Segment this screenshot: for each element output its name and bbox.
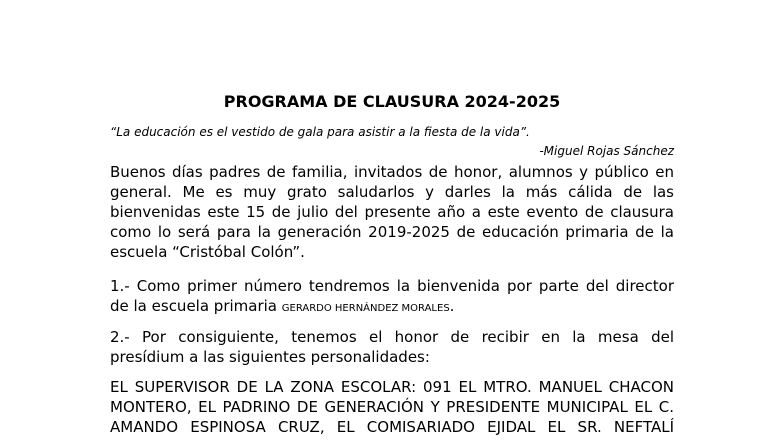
intro-line: general. Me es muy grato saludarlos y darles la más cálida de las [110, 183, 674, 201]
intro-line: bienvenidas este 15 de julio del presente año a este evento de clausura [110, 203, 674, 221]
epigraph-quote: “La educación es el vestido de gala para asistir a la fiesta de la vida”. [110, 125, 530, 139]
item-1-line: 1.- Como primer número tendremos la bienvenida por parte del director [110, 277, 674, 295]
document-title: PROGRAMA DE CLAUSURA 2024-2025 [223, 92, 561, 111]
personalities-line: EL SUPERVISOR DE LA ZONA ESCOLAR: 091 EL MTRO. MANUEL CHACON [110, 378, 674, 396]
personalities-line: AMANDO ESPINOSA CRUZ, EL COMISARIADO EJIDAL EL SR. NEFTALÍ [110, 418, 674, 436]
item-1-suffix: . [449, 297, 455, 315]
epigraph-author: -Miguel Rojas Sánchez [539, 144, 674, 158]
item-1-line [110, 296, 674, 319]
item-2-line: 2.- Por consiguiente, tenemos el honor de recibir en la mesa del [110, 328, 674, 346]
personalities-line: MONTERO, EL PADRINO DE GENERACIÓN Y PRESIDENTE MUNICIPAL EL C. [110, 398, 674, 416]
intro-line: Buenos días padres de familia, invitados de honor, alumnos y público en [110, 163, 674, 181]
item-1-prefix: de la escuela primaria [110, 297, 282, 315]
intro-line: escuela “Cristóbal Colón”. [110, 243, 305, 261]
director-name: GERARDO HERNÁNDEZ MORALES [281, 303, 450, 314]
item-2-line: presídium a las siguientes personalidades: [110, 348, 430, 366]
intro-line: como lo será para la generación 2019-2025 de educación primaria de la [110, 223, 674, 241]
